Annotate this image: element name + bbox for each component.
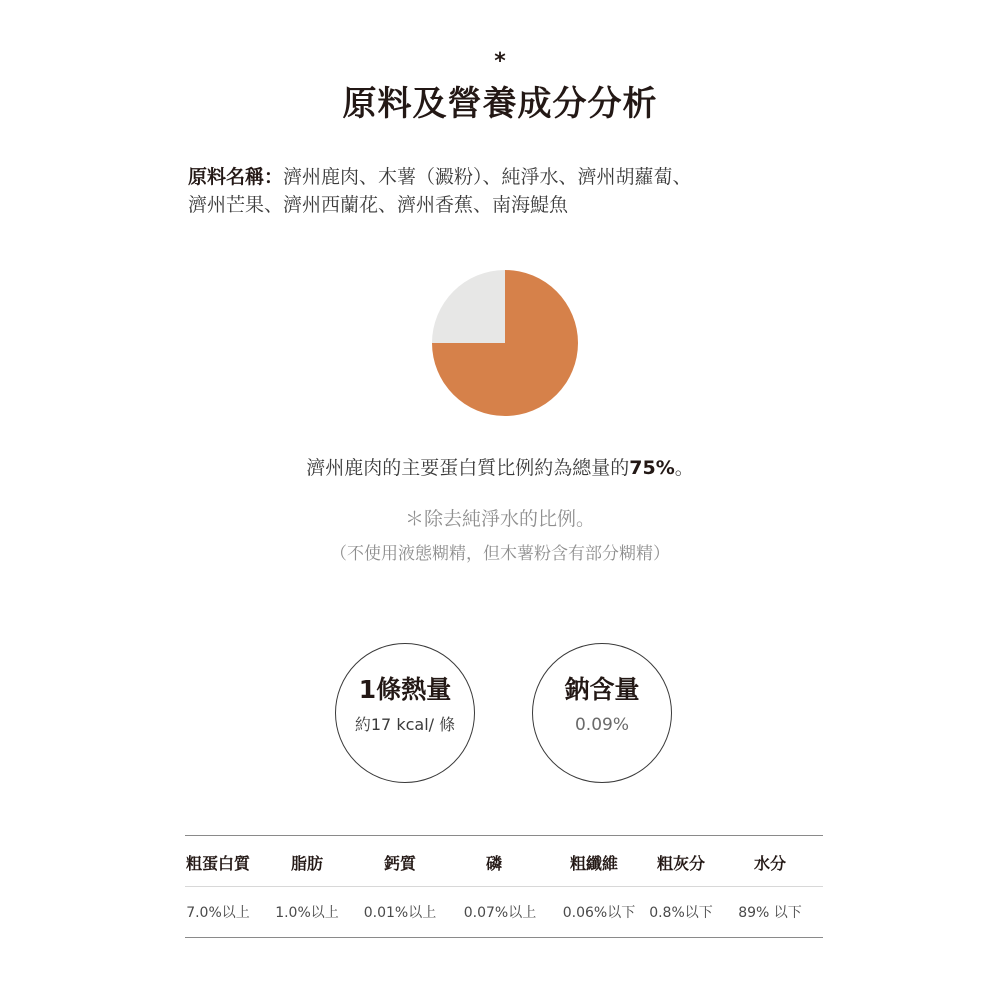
header-calcium: 鈣質	[383, 854, 416, 873]
value-fat: 1.0%以上	[275, 905, 339, 921]
page-title: 原料及營養成分分析	[342, 84, 658, 124]
dextrin-note: （不使用液態糊精，但木薯粉含有部分糊精）	[330, 544, 670, 564]
calorie-badge	[335, 643, 475, 783]
value-crude-fiber: 0.06%以下	[562, 905, 636, 921]
decorative-asterisk: *	[494, 49, 506, 74]
table-top-rule	[185, 835, 823, 836]
value-phosphorus: 0.07%以上	[463, 905, 537, 921]
header-moisture: 水分	[753, 854, 786, 873]
header-fat: 脂肪	[290, 854, 323, 873]
ingredients-block	[188, 163, 828, 219]
ingredients-label: 原料名稱：	[188, 166, 284, 188]
value-calcium: 0.01%以上	[363, 905, 437, 921]
value-crude-protein: 7.0%以上	[186, 905, 250, 921]
table-bottom-rule	[185, 937, 823, 938]
value-crude-ash: 0.8%以下	[649, 905, 713, 921]
header-crude-ash: 粗灰分	[656, 854, 705, 873]
protein-note-suffix: 。	[674, 457, 694, 479]
ingredients-line-2: 濟州芒果、濟州西蘭花、濟州香蕉、南海鯷魚	[188, 194, 569, 216]
protein-ratio-value: 75%	[629, 457, 675, 479]
protein-pie-chart	[430, 268, 580, 418]
calorie-value: 約17 kcal/ 條	[354, 715, 456, 734]
sodium-title: 鈉含量	[564, 675, 640, 704]
table-header-divider	[185, 886, 823, 887]
protein-note-prefix: 濟州鹿肉的主要蛋白質比例約為總量的	[306, 457, 630, 479]
value-moisture: 89% 以下	[738, 905, 802, 921]
sodium-value: 0.09%	[574, 715, 629, 735]
calorie-title: 1條熱量	[358, 675, 452, 704]
header-crude-protein: 粗蛋白質	[185, 854, 250, 873]
sodium-badge	[532, 643, 672, 783]
exclude-water-note: ＊除去純淨水的比例。	[404, 508, 595, 530]
protein-ratio-note	[0, 453, 1000, 483]
header-crude-fiber: 粗纖維	[569, 854, 618, 873]
header-phosphorus: 磷	[485, 854, 502, 873]
ingredients-line-1: 濟州鹿肉、木薯（澱粉）、純淨水、濟州胡蘿蔔、	[283, 166, 692, 188]
pie-slice-1	[432, 270, 505, 343]
